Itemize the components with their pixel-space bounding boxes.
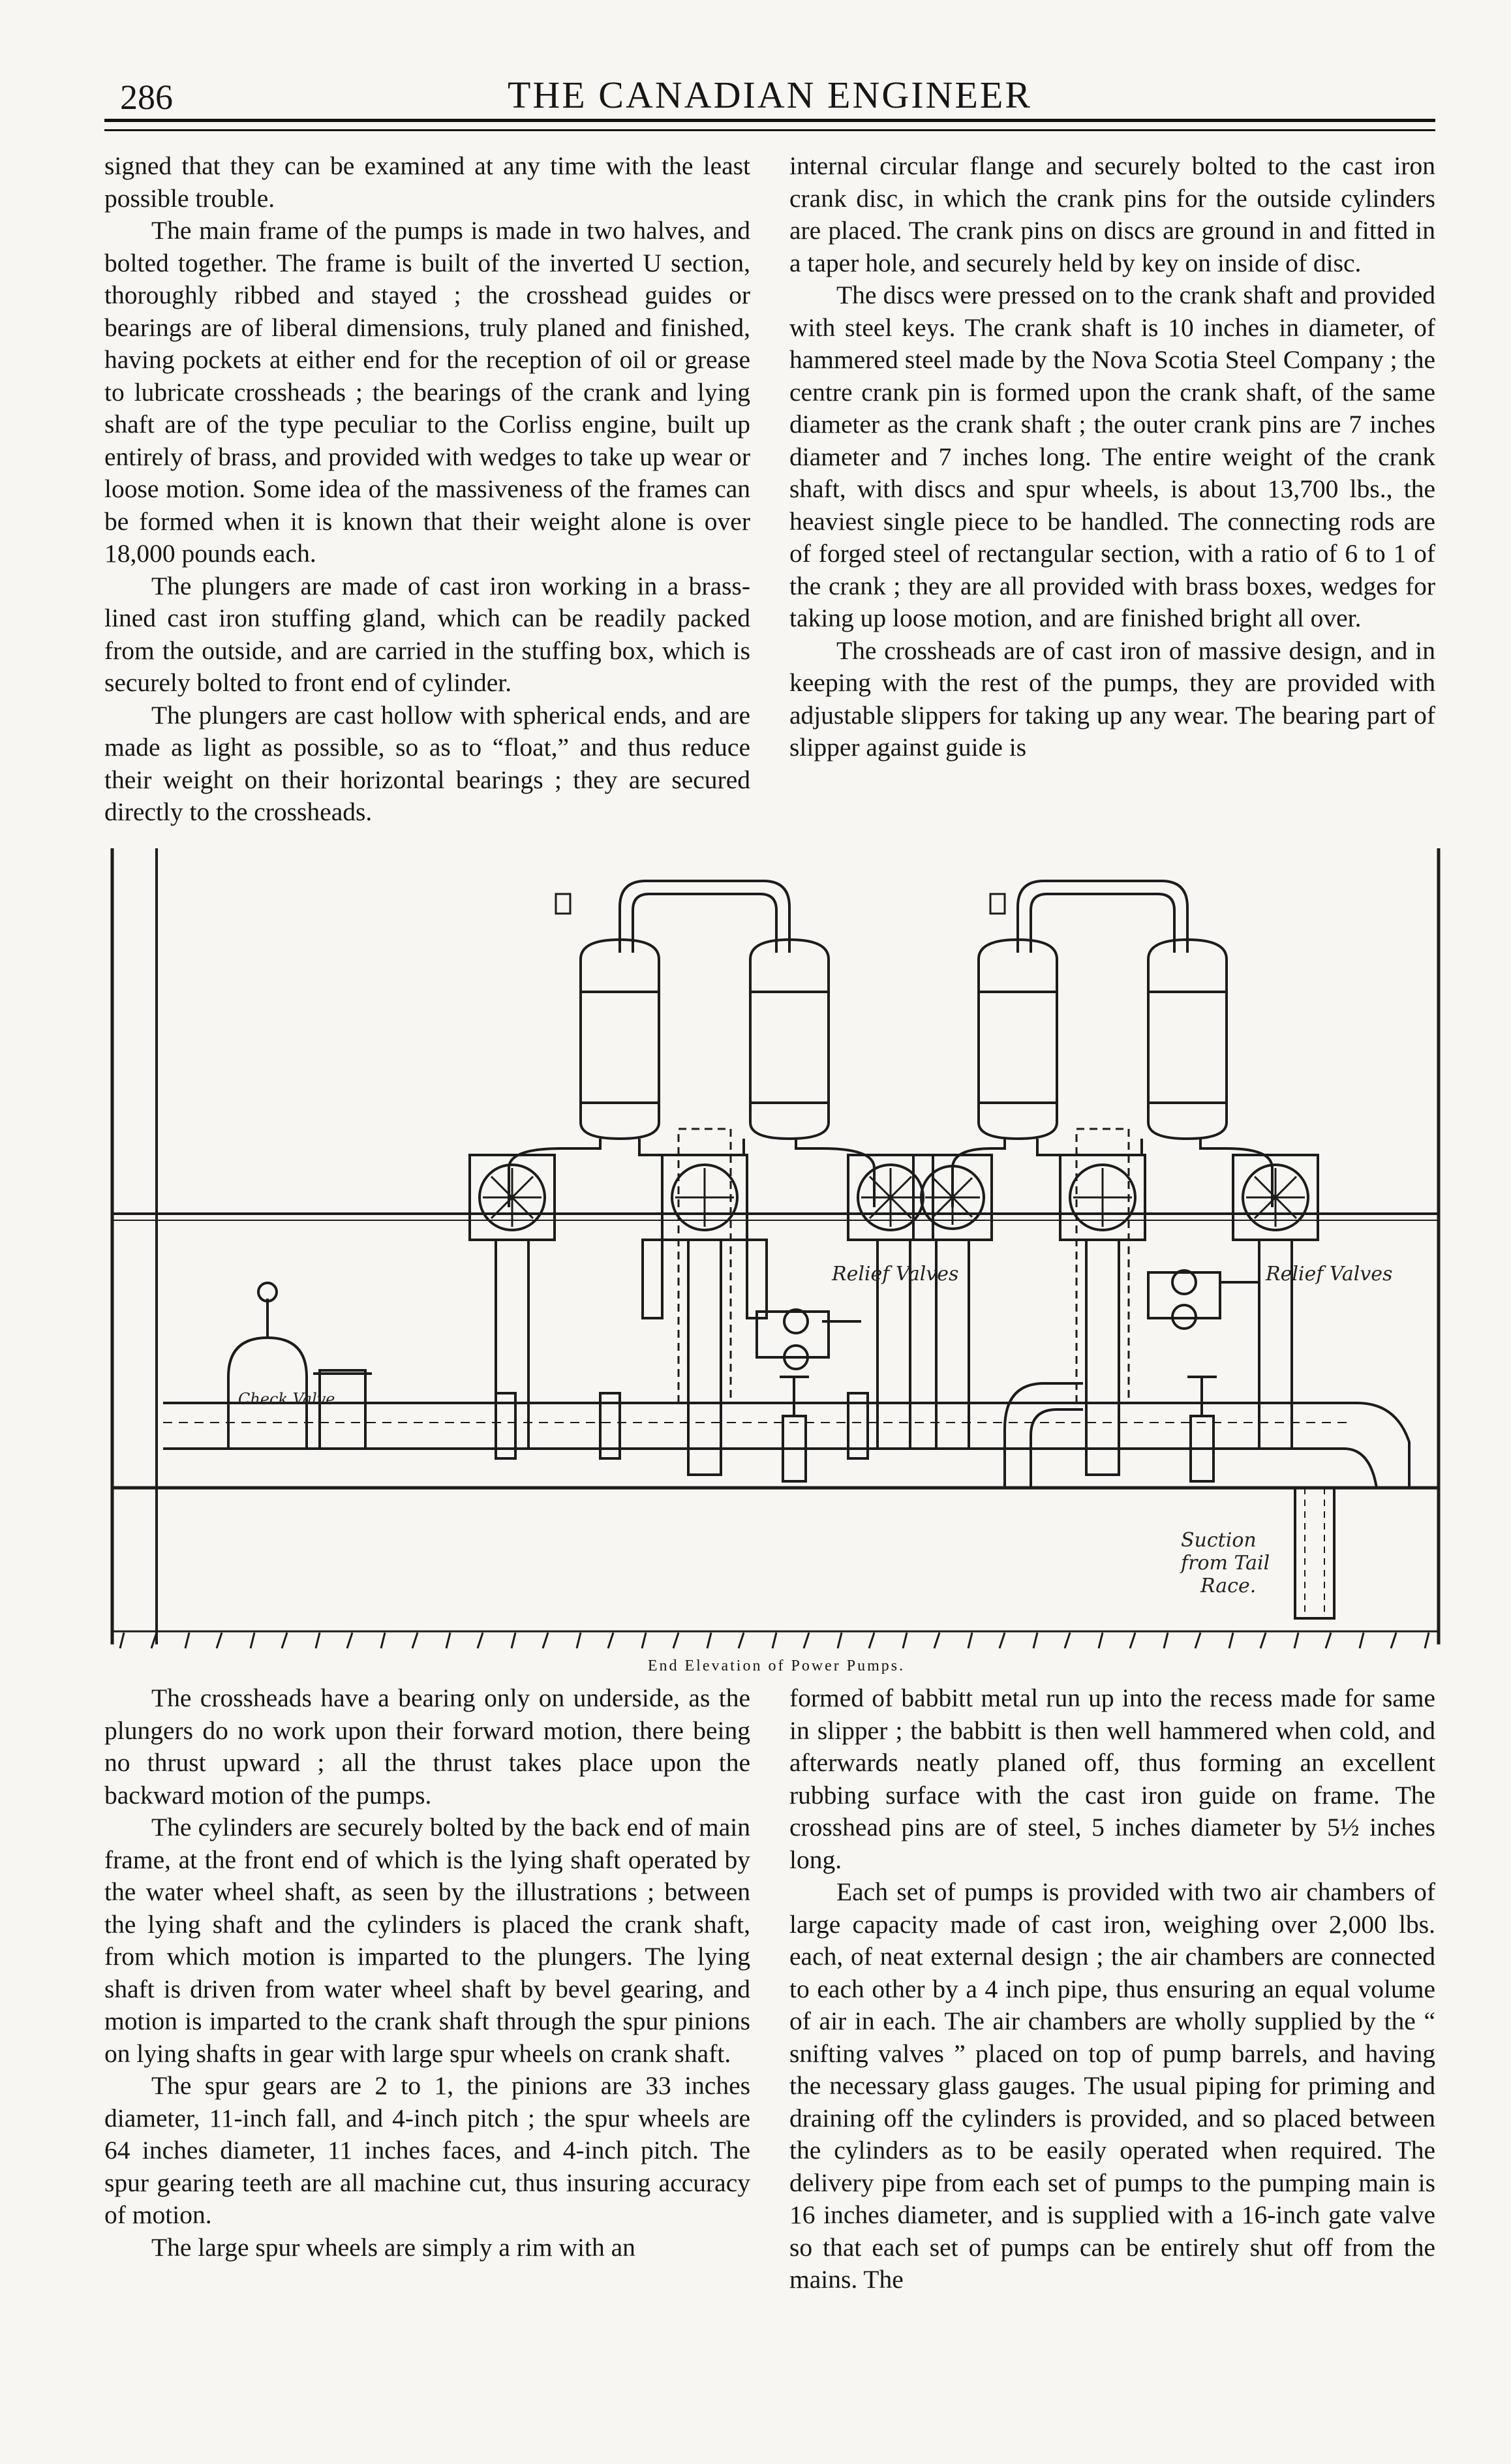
paragraph: The crossheads have a bearing only on underside, as the plungers do no work upon their forward motion, there being no thrust upward ; all the thrust takes place upon the backward motion of the pumps.: [104, 1684, 750, 1810]
pump-set-right: [913, 881, 1318, 1488]
column-bottom-right: [789, 1682, 1435, 2296]
paragraph: The large spur wheels are simply a rim with an: [151, 2232, 635, 2262]
paragraph: formed of babbitt metal run up into the recess made for same in slipper ; the babbitt is then well hammered when cold, and afterwards neatly planed off, thus forming an excellent rubbing surface with the cast iron guide on frame. The crosshead pins are of steel, 5 inches diameter by 5½ inches long.: [789, 1684, 1435, 1874]
paragraph: The plungers are made of cast iron working in a brass-lined cast iron stuffing gland, which can be readily packed from the outside, and are carried in the stuffing box, which is securely bolted to front end of cylinder.: [104, 571, 750, 697]
annotation-race: Race.: [1200, 1575, 1257, 1597]
paragraph: The cylinders are securely bolted by the back end of main frame, at the front end of which is the lying shaft operated by the water wheel shaft, as seen by the illustrations ; between the lying shaft and the cylinders is placed the crank shaft, from which motion is imparted to the plungers. The lying shaft is driven from water wheel shaft by bevel gearing, and motion is imparted to the crank shaft through the spur pinions on lying shafts in gear with large spur wheels on crank shaft.: [104, 1813, 750, 2068]
header-rule-thin: [104, 129, 1435, 131]
paragraph: The main frame of the pumps is made in two halves, and bolted together. The frame is built of the inverted U section, thoroughly ribbed and stayed ; the crosshead guides or bearings are of liberal dimensions, truly planed and finished, having pockets at either end for the reception of oil or grease to lubricate crossheads ; the bearings of the crank and lying shaft are of the type peculiar to the Corliss engine, built up entirely of brass, and provided with wedges to take up wear or loose motion. Some idea of the massiveness of the frames can be formed when it is known that their weight alone is over 18,000 pounds each.: [104, 216, 750, 568]
paragraph: The crossheads are of cast iron of massive design, and in keeping with the rest of the pumps, they are provided with adjustable slippers for taking up any wear. The bearing part of slipper against guide is: [789, 636, 1435, 762]
column-top-right: [789, 150, 1435, 764]
header-rule: [104, 119, 1435, 122]
annotation-relief-valves-right: Relief Valves: [1266, 1263, 1393, 1286]
paragraph: signed that they can be examined at any time with the least possible trouble.: [104, 151, 750, 213]
paragraph: The discs were pressed on to the crank shaft and provided with steel keys. The crank shaft is 10 inches in diameter, of hammered steel made by the Nova Scotia Steel Company ; the centre crank pin is formed upon the crank shaft, of the same diameter as the crank shaft ; the outer crank pins are 7 inches diameter and 7 inches long. The entire weight of the crank shaft, with discs and spur wheels, is about 13,700 lbs., the heaviest single piece to be handled. The connecting rods are of forged steel of rectangular section, with a ratio of 6 to 1 of the crank ; they are all provided with brass boxes, wedges for taking up loose motion, and are finished bright all over.: [789, 281, 1435, 632]
paragraph: The plungers are cast hollow with spherical ends, and are made as light as possible, so as to “float,” and thus reduce their weight on their horizontal bearings ; they are secured directly to the crossheads.: [104, 700, 750, 826]
annotation-suction: Suction: [1181, 1529, 1257, 1552]
pump-set-left: [470, 881, 933, 1481]
annotation-relief-valves-left: Relief Valves: [832, 1263, 959, 1286]
pump-elevation-figure: [104, 842, 1448, 1674]
annotation-from-tail: from Tail: [1181, 1552, 1270, 1575]
paragraph: The spur gears are 2 to 1, the pinions are 33 inches diameter, 11-inch fall, and 4-inch pitch ; the spur wheels are 64 inches diameter, 11 inches faces, and 4-inch pitch. The spur gearing teeth are all machine cut, thus insuring accuracy of motion.: [104, 2071, 750, 2229]
annotation-check-valve: Check Valve: [238, 1390, 335, 1408]
journal-title: THE CANADIAN ENGINEER: [507, 74, 1032, 116]
figure-caption: End Elevation of Power Pumps.: [647, 1657, 906, 1674]
paragraph: internal circular flange and securely bolted to the cast iron crank disc, in which the crank pins for the outside cylinders are placed. The crank pins on discs are ground in and fitted in a taper hole, and securely held by key on inside of disc.: [789, 151, 1435, 277]
pump-elevation-drawing: [104, 842, 1448, 1651]
column-bottom-left: [104, 1682, 750, 2264]
column-top-left: [104, 150, 750, 829]
paragraph: Each set of pumps is provided with two air chambers of large capacity made of cast iron, weighing over 2,000 lbs. each, of neat external design ; the air chambers are connected to each other by a 4 inch pipe, thus ensuring an equal volume of air in each. The air chambers are wholly supplied by the “ snifting valves ” placed on top of pump barrels, and having the necessary glass gauges. The usual piping for priming and draining off the cylinders is provided, and so placed between the cylinders as to be easily operated when required. The delivery pipe from each set of pumps to the pumping main is 16 inches diameter, and is supplied with a 16-inch gate valve so that each set of pumps can be entirely shut off from the mains. The: [789, 1877, 1435, 2294]
page-number: 286: [120, 78, 173, 117]
page-header: [104, 70, 1435, 123]
